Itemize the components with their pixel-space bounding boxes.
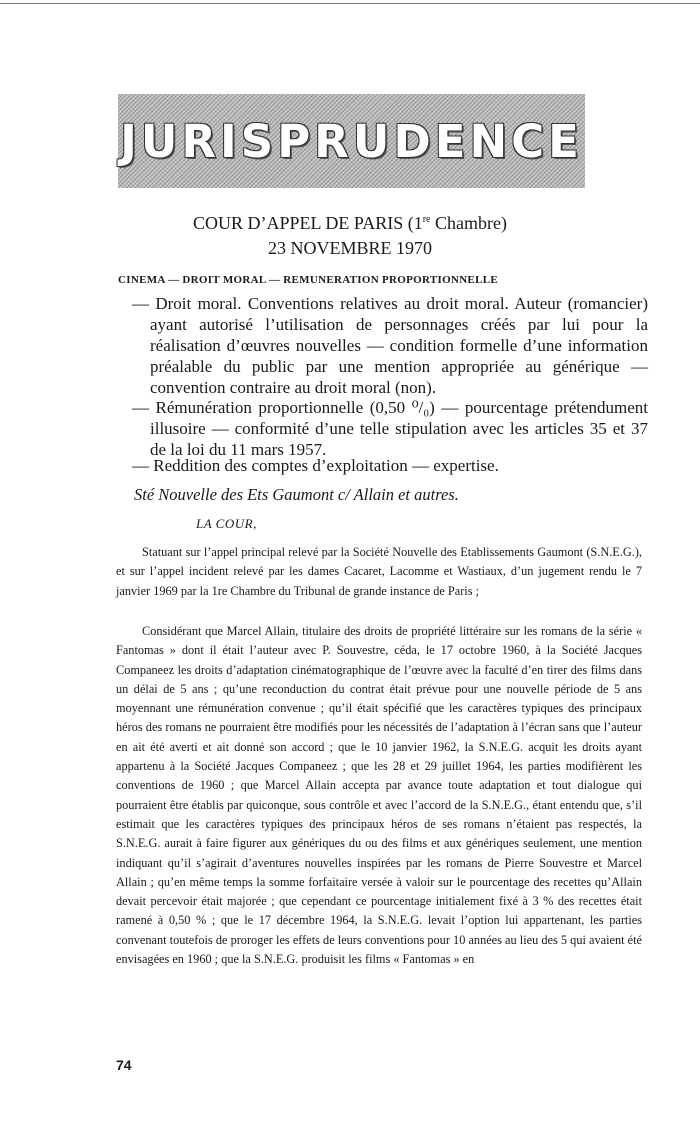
- keywords: CINEMA — DROIT MORAL — REMUNERATION PROPORTIONNELLE: [118, 274, 498, 286]
- court-sup: re: [422, 214, 431, 225]
- body-paragraph: Statuant sur l’appel principal relevé par la Société Nouvelle des Etablissements Gaumont (S.N.E.G.), et sur l’appel incident relevé par les dames Cacaret, Lacomme et Wastiaux, d’un jugement rendu le 7 janvier 1969 par la 1re Chambre du Tribunal de grande instance de Paris ;: [116, 545, 642, 598]
- case-parties: Sté Nouvelle des Ets Gaumont c/ Allain et autres.: [134, 485, 459, 504]
- court-heading: [0, 213, 700, 234]
- decision-date: 23 NOVEMBRE 1970: [267, 238, 432, 258]
- summary-item: — Droit moral. Conventions relatives au droit moral. Auteur (romancier) ayant autorisé l’utilisation de personnages créés par lui pour la réalisation d’œuvres nouvelles — condition formelle d’une information préalable du public par une mention appropriée au générique — convention contraire au droit moral (non).: [132, 294, 648, 397]
- top-rule: [0, 3, 700, 4]
- section-banner: [118, 94, 585, 188]
- summary-item: — Reddition des comptes d’exploitation — expertise.: [132, 456, 499, 475]
- court-name: COUR D’APPEL DE PARIS (1: [193, 213, 423, 233]
- la-cour-heading: LA COUR,: [196, 516, 257, 531]
- summary-3: [118, 455, 648, 476]
- summary-1: [118, 293, 648, 398]
- summary-2: [118, 397, 648, 460]
- section-title: JURISPRUDENCE: [120, 114, 583, 168]
- summary-item: — Rémunération proportionnelle (0,50 ⁰/₀) — pourcentage prétendument illusoire — conformité d’une telle stipulation avec les articles 35 et 37 de la loi du 11 mars 1957.: [132, 398, 648, 459]
- page-number: 74: [116, 1057, 132, 1073]
- body-paragraph: Considérant que Marcel Allain, titulaire des droits de propriété littéraire sur les romans de la série « Fantomas » dont il était l’auteur avec P. Souvestre, céda, le 17 octobre 1960, à la Société Jacques Companeez les droits d’adaptation cinématographique de l’œuvre avec la faculté d’en tirer des films dans un délai de 5 ans ; qu’une reconduction du contrat était prévue pour une nouvelle période de 5 ans moyennant une rémunération convenue ; qu’il était spécifié que les caractères typiques des principaux héros des romans ne pourraient être modifiés pour les nécessités de l’adaptation à l’écran sans que l’auteur en ait été averti et ait donné son accord ; que le 10 janvier 1962, la S.N.E.G. acquit les droits ayant appartenu à la Société Jacques Companeez ; que les 28 et 29 juillet 1964, les parties modifièrent les conventions de 1960 ; que Marcel Allain accepta par avance toute adaptation et tout dialogue qui pourraient être établis par quiconque, sous contrôle et avec l’accord de la S.N.E.G., étant entendu que, s’il estimait que les caractères typiques des principaux héros de ses romans n’étaient pas respectés, la S.N.E.G. aurait à faire figurer aux génériques du ou des films et aux génériques seulement, une mention indiquant qu’il s’agirait d’aventures nouvelles inspirées par les romans de Pierre Souvestre et Marcel Allain ; qu’en même temps la somme forfaitaire versée à valoir sur le pourcentage des recettes qu’Allain devait percevoir était majorée ; que cependant ce pourcentage initialement fixé à 3 % des recettes était ramené à 0,50 % ; que le 17 décembre 1964, la S.N.E.G. levait l’option lui appartenant, les parties convenant toutefois de proroger les effets de leurs conventions pour 10 années au lieu des 5 qui avaient été envisagées en 1960 ; que la S.N.E.G. produisit les films « Fantomas » en: [116, 624, 642, 967]
- court-chamber: Chambre): [430, 213, 507, 233]
